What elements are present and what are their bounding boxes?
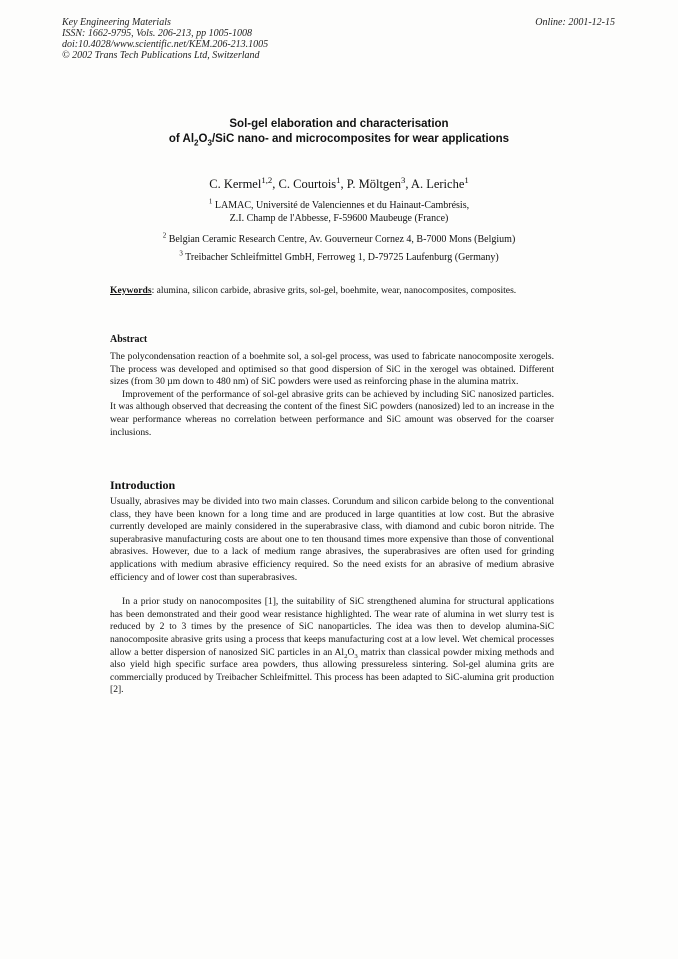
journal-header [62, 17, 268, 61]
introduction-body [110, 496, 554, 697]
journal-name: Key Engineering Materials [62, 17, 171, 28]
paper-title [0, 117, 678, 147]
introduction-heading: Introduction [110, 478, 176, 492]
affiliation-2: $^2$ Belgian Ceramic Research Centre, Av. Gouverneur Cornez 4, B-7000 Mons (Belgium) [162, 231, 516, 245]
author-list: C. Kermel$^{1,2}$, C. Courtois$^1$, P. Möltgen$^3$, A. Leriche$^1$ [209, 174, 469, 191]
affiliation-3: $^3$ Treibacher Schleifmittel GmbH, Ferroweg 1, D-79725 Laufenburg (Germany) [179, 249, 499, 263]
online-date: Online: 2001-12-15 [535, 17, 615, 28]
affiliation-1: $^1$ LAMAC, Université de Valenciennes et du Hainaut-Cambrésis, Z.I. Champ de l'Abbesse, F-59600 Maubeuge (France) [208, 197, 470, 224]
keywords-text: : alumina, silicon carbide, abrasive grits, sol-gel, boehmite, wear, nanocomposites, composites. [151, 285, 517, 296]
abstract-paragraph: Improvement of the performance of sol-gel abrasive grits can be achieved by including SiC nanosized particles. It was although observed that decreasing the content of the finest SiC powders (nanosized) led to an increase in the wear performance whereas no correlation between performance and SiC amount was observed for the coarser inclusions. [110, 388, 554, 438]
intro-paragraph: In a prior study on nanocomposites [1], the suitability of SiC strengthened alumina for structural applications has been demonstrated and their good wear resistance highlighted. The wear rate of alumina in wet slurry test is reduced by 2 to 3 times by the presence of SiC nanoparticles. The idea was then to develop alumina-SiC nanocomposite abrasive grits using a process that keeps manufacturing cost at a low level. Wet chemical processes allow a better dispersion of nanosized SiC particles in an $Al_2O_3$ matrix than classical powder mixing methods and also yield high specific surface area powders, thus allowing pressureless sintering. Sol-gel alumina grits are commercially produced by Treibacher Schleifmittel. This process has been adapted to SiC-alumina grit production [2]. [110, 596, 554, 696]
abstract-paragraph: The polycondensation reaction of a boehmite sol, a sol-gel process, was used to fabricate nanocomposite xerogels. The process was developed and optimised so that good dispersion of SiC in the xerogel was obtained. Different sizes (from 30 µm down to 480 nm) of SiC powders were used as reinforcing phase in the alumina matrix. [110, 351, 554, 388]
doi-line: doi:10.4028/www.scientific.net/KEM.206-213.1005 [62, 39, 269, 50]
keywords [110, 285, 554, 298]
copyright-line: © 2002 Trans Tech Publications Ltd, Switzerland [62, 50, 260, 61]
intro-paragraph: Usually, abrasives may be divided into two main classes. Corundum and silicon carbide belong to the conventional class, they have been known for a long time and are produced in large quantities at low cost. But the abrasive currently developed are mainly considered in the superabrasive class, with diamond and cubic boron nitride. The superabrasive manufacturing costs are about one to ten thousand times more expensive than those of conventional abrasives. However, due to a lack of medium range abrasives, the superabrasives are often used for grinding applications with medium abrasive efficiency required. So the need exists for an abrasive of medium abrasive efficiency and of lower cost than superabrasives. [110, 496, 554, 583]
keywords-label: Keywords [110, 285, 152, 296]
author-name: C. Courtois [278, 177, 337, 191]
author-name: P. Möltgen [346, 177, 401, 191]
abstract-heading: Abstract [110, 334, 148, 345]
issn-line: ISSN: 1662-9795, Vols. 206-213, pp 1005-1008 [62, 28, 252, 39]
abstract-body [110, 351, 554, 439]
title-line-2: of $Al_2O_3$/SiC nano- and microcomposites for wear applications [168, 133, 510, 148]
title-line-1: Sol-gel elaboration and characterisation [229, 118, 449, 130]
author-name: A. Leriche [410, 177, 465, 191]
author-name: C. Kermel [209, 177, 262, 191]
